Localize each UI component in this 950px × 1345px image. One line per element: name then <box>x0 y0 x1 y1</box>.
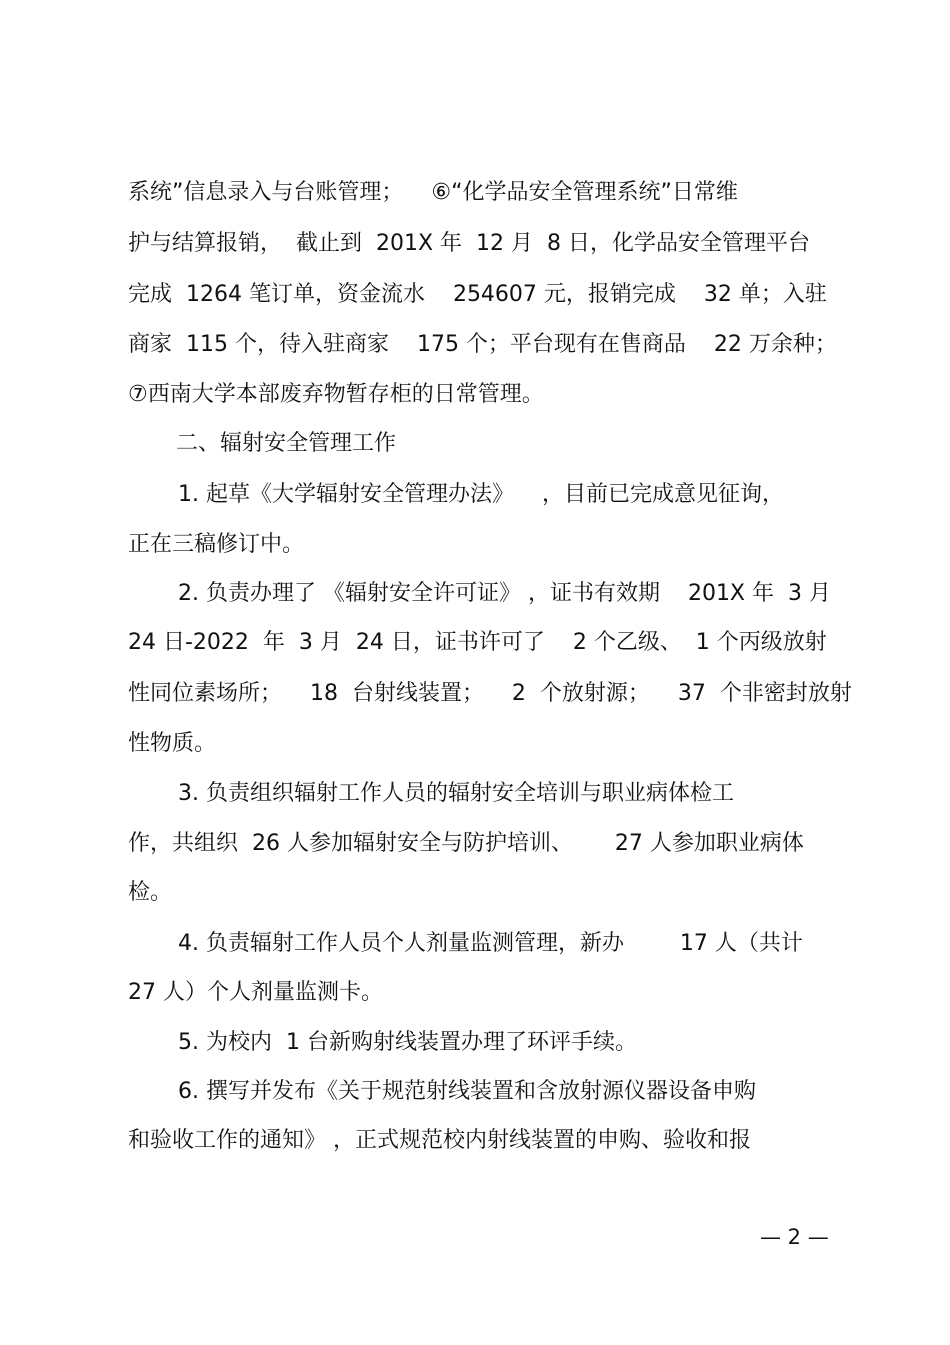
text-line-9: 2. 负责办理了 《辐射安全许可证》 ，证书有效期 201X 年 3 月 <box>178 581 831 606</box>
text-line-15: 检。 <box>128 880 173 905</box>
text-line-20: 和验收工作的通知》 ，正式规范校内射线装置的申购、验收和报 <box>128 1128 751 1153</box>
text-line-2: 护与结算报销， 截止到 201X 年 12 月 8 日，化学品安全管理平台 <box>128 231 810 256</box>
text-line-7: 1. 起草《大学辐射安全管理办法》 ，目前已完成意见征询， <box>178 482 784 507</box>
text-line-3: 完成 1264 笔订单，资金流水 254607 元，报销完成 32 单；入驻 <box>128 282 827 307</box>
text-line-14: 作，共组织 26 人参加辐射安全与防护培训、 27 人参加职业病体 <box>128 831 804 856</box>
section-heading: 二、辐射安全管理工作 <box>176 431 397 456</box>
text-line-19: 6. 撰写并发布《关于规范射线装置和含放射源仪器设备申购 <box>178 1079 756 1104</box>
text-line-13: 3. 负责组织辐射工作人员的辐射安全培训与职业病体检工 <box>178 781 734 806</box>
text-line-18: 5. 为校内 1 台新购射线装置办理了环评手续。 <box>178 1030 637 1055</box>
text-line-17: 27 人）个人剂量监测卡。 <box>128 980 383 1005</box>
text-line-16: 4. 负责辐射工作人员个人剂量监测管理，新办 17 人（共计 <box>178 931 803 956</box>
text-line-11: 性同位素场所； 18 台射线装置； 2 个放射源； 37 个非密封放射 <box>128 681 852 706</box>
text-line-5: ⑦西南大学本部废弃物暂存柜的日常管理。 <box>128 382 544 407</box>
text-line-12: 性物质。 <box>128 731 217 756</box>
text-line-4: 商家 115 个，待入驻商家 175 个；平台现有在售商品 22 万余种； <box>128 332 837 357</box>
text-line-10: 24 日-2022 年 3 月 24 日，证书许可了 2 个乙级、 1 个丙级放射 <box>128 630 827 655</box>
text-line-8: 正在三稿修订中。 <box>128 532 305 557</box>
text-line-1: 系统”信息录入与台账管理； ⑥“化学品安全管理系统”日常维 <box>128 180 738 205</box>
page-number: — 2 — <box>760 1225 829 1249</box>
